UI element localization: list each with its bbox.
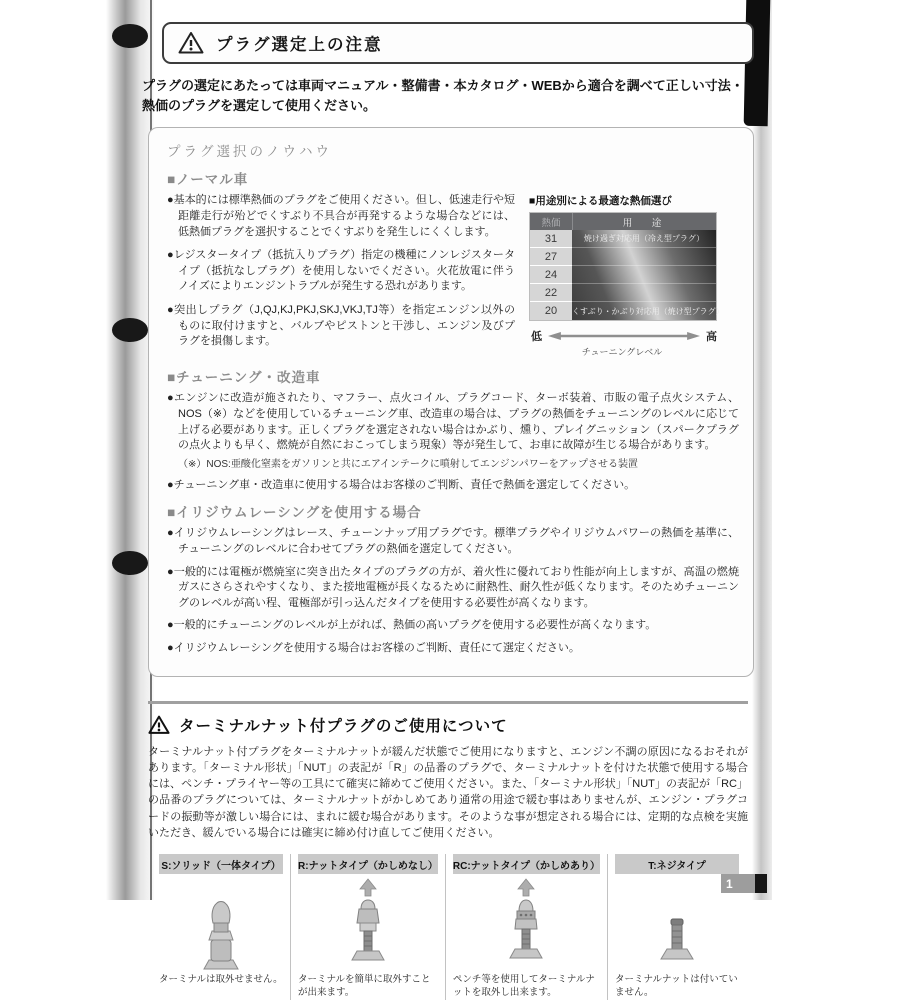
arrow-up-icon	[360, 879, 376, 896]
bullet-item: ●レジスタータイプ（抵抗入りプラグ）指定の機種にノンレジスタータイプ（抵抗なしプラグ）を使用しないでください。火花放電に伴うノイズによりエンジントラブルが発生する恐れがあります。	[167, 249, 515, 293]
panel-caption: ペンチ等を使用してターミナルナットを取外し出来ます。	[452, 974, 595, 998]
heat-range-table	[529, 212, 724, 321]
normal-bullets	[167, 193, 515, 357]
usage-bottom-label: くすぶり・かぶり対応用（焼け型プラグ）	[572, 307, 724, 317]
tuning-level-axis	[529, 328, 719, 344]
panel-header: R:ナットタイプ（かしめなし）	[298, 854, 438, 874]
axis-low-label: 低	[531, 331, 542, 344]
tuning-bullets	[167, 391, 739, 493]
panel-caption: ターミナルは取外せません。	[159, 974, 283, 986]
plug-nut-illustration	[298, 874, 438, 974]
panel-header: S:ソリッド（一体タイプ）	[159, 854, 283, 874]
panel-caption: ターミナルナットは付いていません。	[614, 974, 738, 998]
notice-box	[162, 22, 754, 64]
bullet-item: ●イリジウムレーシングを使用する場合はお客様のご判断、責任にて選定ください。	[167, 641, 580, 654]
heat-table-header	[530, 213, 716, 230]
bullet-item: ●イリジウムレーシングはレース、チューンナップ用プラグです。標準プラグやイリジウムパワーの熱価を基準に、チューニングのレベルに合わせてプラグの熱価を選定してください。	[167, 527, 739, 555]
heat-value: 27	[530, 248, 572, 266]
axis-high-label: 高	[706, 331, 717, 344]
notice-title: プラグ選定上の注意	[216, 36, 383, 54]
heat-col-header: 熱価	[530, 213, 573, 230]
heat-value: 24	[530, 266, 572, 284]
bullet-item: ●突出しプラグ（J,QJ,KJ,PKJ,SKJ,VKJ,TJ等）を指定エンジン以外のものに取付けますと、バルブやピストンと干渉し、エンジン及びプラグを損傷します。	[167, 303, 515, 348]
panel-nut-crimped	[445, 854, 607, 1000]
terminal-type-panels	[152, 854, 746, 1000]
heat-range-chart	[529, 193, 739, 358]
usage-top-label: 焼け過ぎ対応用（冷え型プラグ）	[583, 234, 705, 244]
bullet-item: ●エンジンに改造が施されたり、マフラー、点火コイル、プラグコード、ターボ装着、市販の電子点火システム、NOS（※）などを使用しているチューニング車、改造車の場合は、プラグの熱価をチューニングのレベルに応じて上げる必要があります。正しくプラグを選定されない場合はかぶり、燻り、プレイグニッション（スパークプラグの点火よりも早く、燃焼が自然におこってしまう現象）等が発生して、お車に故障が生じる場合があります。	[167, 392, 739, 452]
arrow-up-icon	[518, 879, 534, 896]
heat-chart-title: ■用途別による最適な熱価選び	[529, 195, 672, 208]
usage-gradient-band	[572, 230, 724, 320]
page-number-mark	[755, 874, 767, 893]
intro-text: プラグの選定にあたっては車両マニュアル・整備書・本カタログ・WEBから適合を調べて正しい寸法・熱価のプラグを選定して使用ください。	[142, 78, 744, 114]
use-col-header: 用 途	[622, 217, 667, 229]
terminal-body-text: ターミナルナット付プラグをターミナルナットが緩んだ状態でご使用になりますと、エンジン不調の原因になるおそれがあります。「ターミナル形状」「NUT」の表記が「R」の品番のプラグで、ターミナルナットを付けた状態で使用する場合には、ペンチ・プライヤー等の工具にて確実に締めてご使用ください。また、「ターミナル形状」「NUT」の表記が「RC」の品番のプラグについては、ターミナルナットがかしめてあり通常の用途で緩む事はありませんが、エンジン・プラグコードの振動等が激しい場合には、まれに緩む場合があります。そのような事が想定される場合には、定期的な点検を実施いただき、緩んでいる場合には確実に締め付け直してご使用ください。	[148, 745, 748, 839]
terminal-title: ターミナルナット付プラグのご使用について	[179, 717, 508, 735]
double-arrow-icon	[548, 331, 700, 341]
page-right-edge	[752, 0, 772, 900]
plug-crimped-nut-illustration	[453, 874, 600, 974]
terminal-section-heading	[148, 714, 754, 736]
heat-value: 22	[530, 284, 572, 302]
bullet-item: ●一般的には電極が燃焼室に突き出たタイプのプラグの方が、着火性に優れており性能が向上しますが、高温の燃焼ガスにさらされやすくなり、また接地電極が長くなるために耐熱性、耐久性が低くなります。そのためチューニングのレベルが高い程、電極部が引っ込んだタイプを使用する必要性が高くなります。	[167, 565, 739, 609]
heat-value: 31	[530, 230, 572, 248]
knowhow-box	[148, 127, 754, 676]
warning-triangle-icon	[148, 715, 170, 735]
nos-footnote: （※）NOS:亜酸化窒素をガソリンと共にエアインテークに噴射してエンジンパワーをアップさせる装置	[178, 458, 639, 470]
bullet-item: ●基本的には標準熱価のプラグをご使用ください。但し、低速走行や短距離走行が殆どでくすぶり不具合が再発するような場合などには、低熱価プラグを選択することでくすぶりを発生しにくくします。	[167, 194, 515, 238]
plug-solid-illustration	[159, 874, 283, 974]
bullet-item: ●一般的にチューニングのレベルが上がれば、熱価の高いプラグを使用する必要性が高くなります。	[167, 619, 657, 632]
page-number: 1	[721, 874, 755, 893]
panel-header: T:ネジタイプ	[615, 854, 739, 874]
section-heading-iridium: ■イリジウムレーシングを使用する場合	[167, 505, 422, 521]
warning-triangle-icon	[178, 31, 204, 55]
section-heading-tuning: ■チューニング・改造車	[167, 370, 321, 386]
axis-caption: チューニングレベル	[581, 347, 663, 358]
heat-value: 20	[544, 304, 558, 317]
panel-header: RC:ナットタイプ（かしめあり）	[453, 854, 600, 874]
panel-solid	[152, 854, 290, 1000]
heat-values-column	[530, 230, 572, 320]
panel-caption: ターミナルを簡単に取外すことが出来ます。	[298, 974, 431, 998]
panel-nut-removable	[290, 854, 445, 1000]
page-content	[142, 22, 754, 1000]
knowhow-title: プラグ選択のノウハウ	[167, 144, 332, 160]
bullet-item: ●チューニング車・改造車に使用する場合はお客様のご判断、責任で熱価を選定してください。	[167, 478, 636, 491]
section-divider	[148, 701, 748, 704]
page-number-tab	[721, 874, 767, 893]
section-heading-normal: ■ノーマル車	[167, 172, 249, 188]
iridium-bullets	[167, 526, 739, 656]
